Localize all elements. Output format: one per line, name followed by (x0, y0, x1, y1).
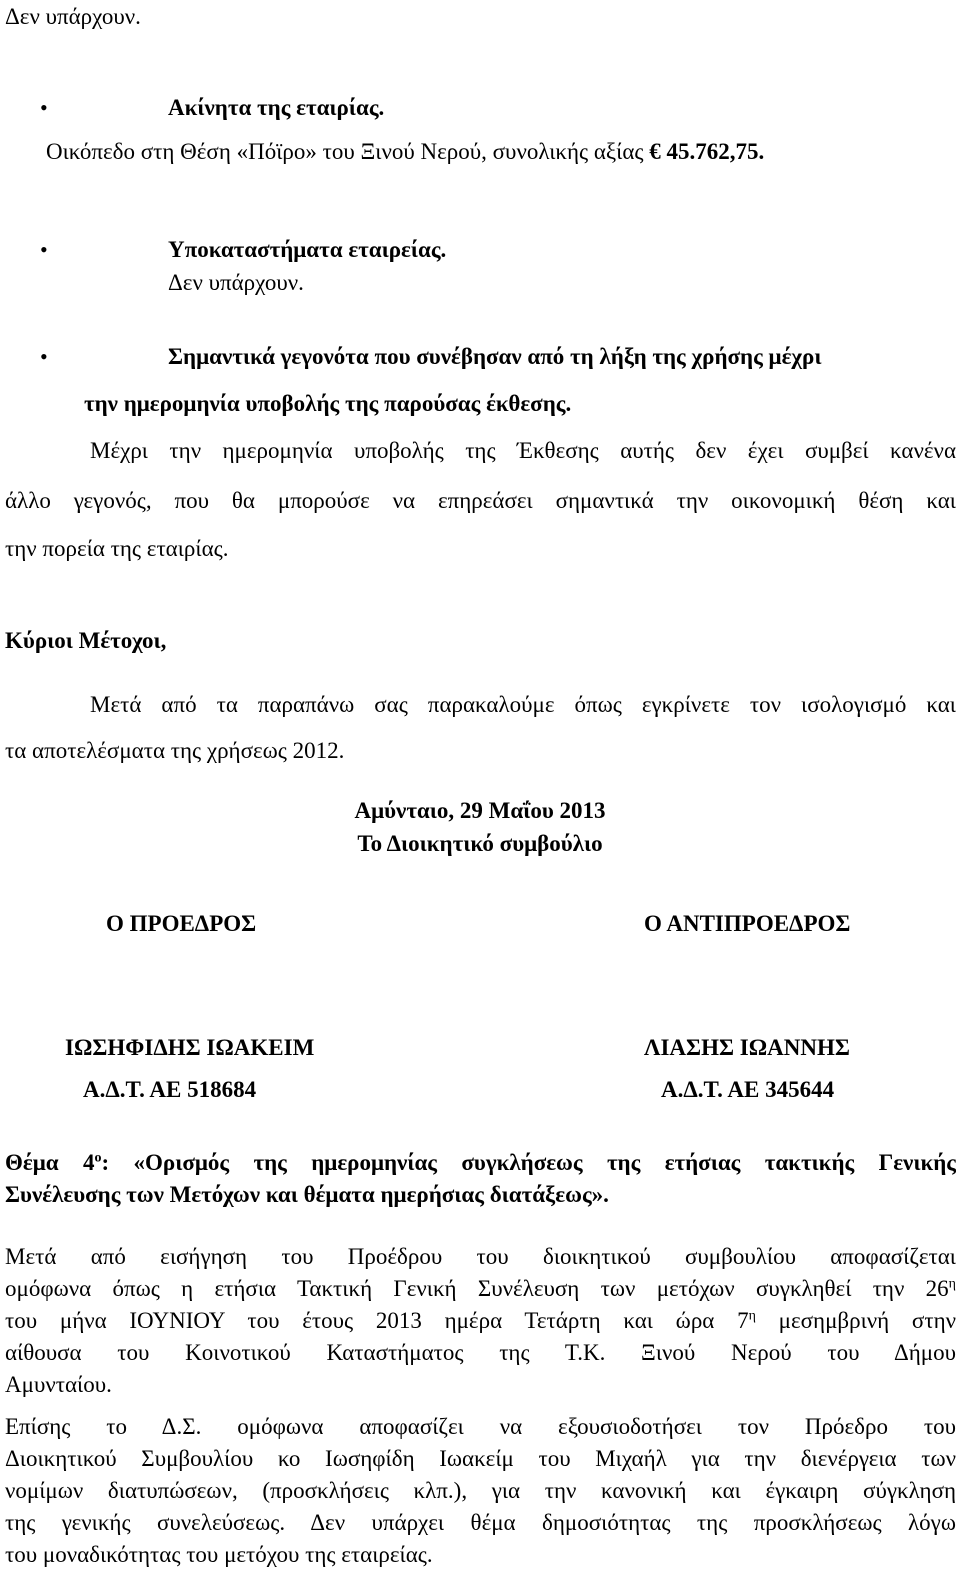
real-estate-desc: Οικόπεδο στη Θέση «Πόϊρο» του Ξινού Νερού, συνολικής αξίας (46, 139, 650, 164)
events-para-line3: την πορεία της εταιρίας. (5, 536, 229, 561)
decision-line2-text: ομόφωνα όπως η ετήσια Τακτική Γενική Συνέλευση των μετόχων συγκληθεί την 26 (5, 1276, 949, 1301)
decision-line5: Αμυνταίου. (5, 1372, 112, 1397)
topic4-line2: Συνέλευσης των Μετόχων και θέματα ημερήσιας διατάξεως». (5, 1182, 609, 1207)
section-heading-branches: Υποκαταστήματα εταιρείας. (168, 237, 447, 262)
topic4-title: : «Ορισμός της ημερομηνίας συγκλήσεως της ετήσιας τακτικής Γενικής (101, 1150, 956, 1175)
authorization-line5: του μοναδικότητας του μετόχου της εταιρείας. (5, 1542, 433, 1567)
decision-line3-rest: μεσημβρινή στην (755, 1308, 956, 1333)
decision-line3-sup: η (748, 1308, 756, 1324)
decision-line1: Μετά από εισήγηση του Προέδρου του διοικητικού συμβουλίου αποφασίζεται (5, 1244, 956, 1269)
vice-president-title: Ο ΑΝΤΙΠΡΟΕΔΡΟΣ (644, 911, 851, 936)
president-id: Α.Δ.Τ. ΑΕ 518684 (83, 1077, 257, 1102)
top-line: Δεν υπάρχουν. (5, 4, 141, 29)
decision-line2-sup: η (948, 1276, 956, 1292)
authorization-line3: νομίμων διατυπώσεων, (προσκλήσεις κλπ.), για την κανονική και έγκαιρη σύγκληση (5, 1478, 956, 1503)
authorization-line2: Διοικητικού Συμβουλίου κο Ιωσηφίδη Ιωακείμ του Μιχαήλ για την διενέργεια των (5, 1446, 956, 1471)
greeting: Κύριοι Μέτοχοι, (5, 628, 167, 653)
events-para-line1: Μέχρι την ημερομηνία υποβολής της Έκθεσης αυτής δεν έχει συμβεί κανένα (90, 438, 956, 463)
vice-president-id: Α.Δ.Τ. ΑΕ 345644 (661, 1077, 835, 1102)
section-heading-events-line1: Σημαντικά γεγονότα που συνέβησαν από τη λήξη της χρήσης μέχρι (168, 344, 822, 369)
section-heading-events-line2: την ημερομηνία υποβολής της παρούσας έκθεσης. (84, 391, 572, 416)
place-date: Αμύνταιο, 29 Μαΐου 2013 (354, 798, 606, 823)
bullet-icon: • (40, 237, 48, 262)
topic4-label: Θέμα 4 (5, 1150, 95, 1175)
approval-line1: Μετά από τα παραπάνω σας παρακαλούμε όπως εγκρίνετε τον ισολογισμό και (90, 692, 956, 717)
decision-line4: αίθουσα του Κοινοτικού Καταστήματος της Τ.Κ. Ξινού Νερού του Δήμου (5, 1340, 956, 1365)
president-name: ΙΩΣΗΦΙΔΗΣ ΙΩΑΚΕΙΜ (65, 1035, 315, 1060)
approval-line2: τα αποτελέσματα της χρήσεως 2012. (5, 738, 345, 763)
events-para-line2: άλλο γεγονός, που θα μπορούσε να επηρεάσει σημαντικά την οικονομική θέση και (5, 488, 956, 513)
board-label: Το Διοικητικό συμβούλιο (357, 831, 603, 856)
authorization-line1: Επίσης το Δ.Σ. ομόφωνα αποφασίζει να εξουσιοδοτήσει τον Πρόεδρο του (5, 1414, 956, 1439)
real-estate-amount: € 45.762,75. (649, 139, 765, 164)
topic4-superscript: ο (94, 1150, 102, 1166)
section-heading-real-estate: Ακίνητα της εταιρίας. (168, 95, 385, 120)
president-title: Ο ΠΡΟΕΔΡΟΣ (106, 911, 257, 936)
real-estate-text (46, 135, 764, 169)
bullet-icon: • (40, 344, 48, 369)
decision-line3 (5, 1304, 956, 1338)
decision-line3-text: του μήνα ΙΟΥΝΙΟΥ του έτους 2013 ημέρα Τετάρτη και ώρα 7 (5, 1308, 749, 1333)
vice-president-name: ΛΙΑΣΗΣ ΙΩΑΝΝΗΣ (644, 1035, 850, 1060)
topic4-line1 (5, 1146, 956, 1180)
bullet-icon: • (40, 95, 48, 120)
authorization-line4: της γενικής συνελεύσεως. Δεν υπάρχει θέμα δημοσιότητας της προσκλήσεως λόγω (5, 1510, 956, 1535)
decision-line2 (5, 1272, 956, 1306)
branches-text: Δεν υπάρχουν. (168, 270, 304, 295)
